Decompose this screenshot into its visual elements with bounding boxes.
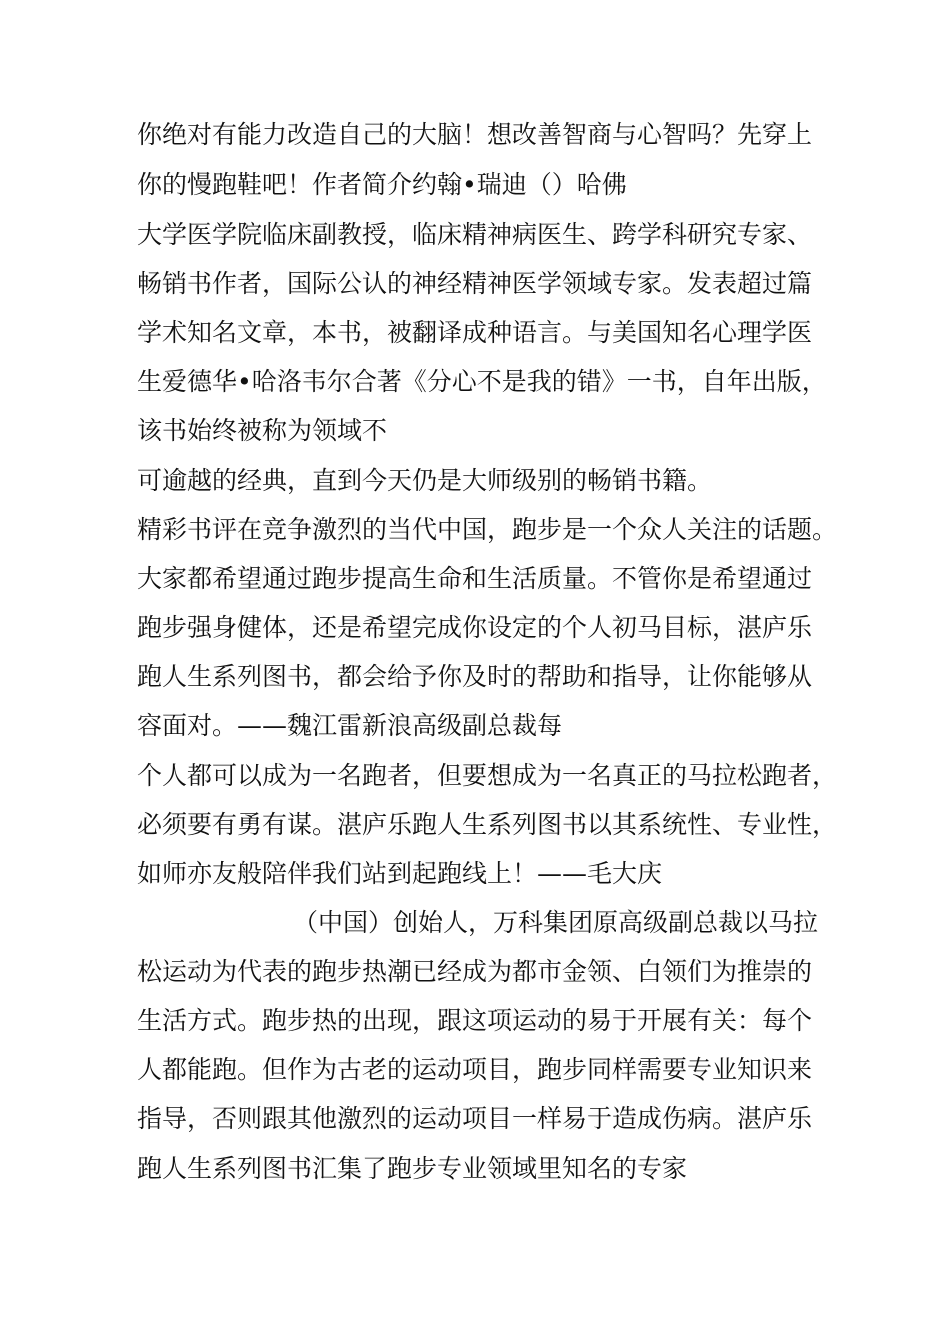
text-line: 生爱德华•哈洛韦尔合著《分心不是我的错》一书，自年出版， <box>137 367 827 396</box>
text-line: （中国）创始人，万科集团原高级副总裁以马拉 <box>293 908 819 937</box>
text-line: 如师亦友般陪伴我们站到起跑线上！——毛大庆 <box>137 859 663 888</box>
text-line: 人都能跑。但作为古老的运动项目，跑步同样需要专业知识来 <box>137 1055 813 1084</box>
text-line: 大家都希望通过跑步提高生命和生活质量。不管你是希望通过 <box>137 564 813 593</box>
text-line: 跑人生系列图书汇集了跑步专业领域里知名的专家 <box>137 1154 688 1183</box>
text-line: 个人都可以成为一名跑者，但要想成为一名真正的马拉松跑者， <box>137 761 838 790</box>
text-line: 生活方式。跑步热的出现，跟这项运动的易于开展有关：每个 <box>137 1006 813 1035</box>
text-line: 跑步强身健体，还是希望完成你设定的个人初马目标，湛庐乐 <box>137 613 813 642</box>
text-line: 必须要有勇有谋。湛庐乐跑人生系列图书以其系统性、专业性， <box>137 810 838 839</box>
text-line: 学术知名文章，本书，被翻译成种语言。与美国知名心理学医 <box>137 318 813 347</box>
text-line: 你的慢跑鞋吧！作者简介约翰•瑞迪（）哈佛 <box>137 170 627 199</box>
text-line: 可逾越的经典，直到今天仍是大师级别的畅销书籍。 <box>137 466 713 495</box>
text-line: 精彩书评在竞争激烈的当代中国，跑步是一个众人关注的话题。 <box>137 515 838 544</box>
text-line: 跑人生系列图书，都会给予你及时的帮助和指导，让你能够从 <box>137 662 813 691</box>
text-line: 畅销书作者，国际公认的神经精神医学领域专家。发表超过篇 <box>137 269 813 298</box>
text-line: 松运动为代表的跑步热潮已经成为都市金领、白领们为推崇的 <box>137 957 813 986</box>
text-line: 该书始终被称为领域不 <box>137 416 388 445</box>
text-line: 指导，否则跟其他激烈的运动项目一样易于造成伤病。湛庐乐 <box>137 1104 813 1133</box>
text-line: 容面对。——魏江雷新浪高级副总裁每 <box>137 711 563 740</box>
text-line: 大学医学院临床副教授，临床精神病医生、跨学科研究专家、 <box>137 220 813 249</box>
text-line: 你绝对有能力改造自己的大脑！想改善智商与心智吗？先穿上 <box>137 120 813 149</box>
